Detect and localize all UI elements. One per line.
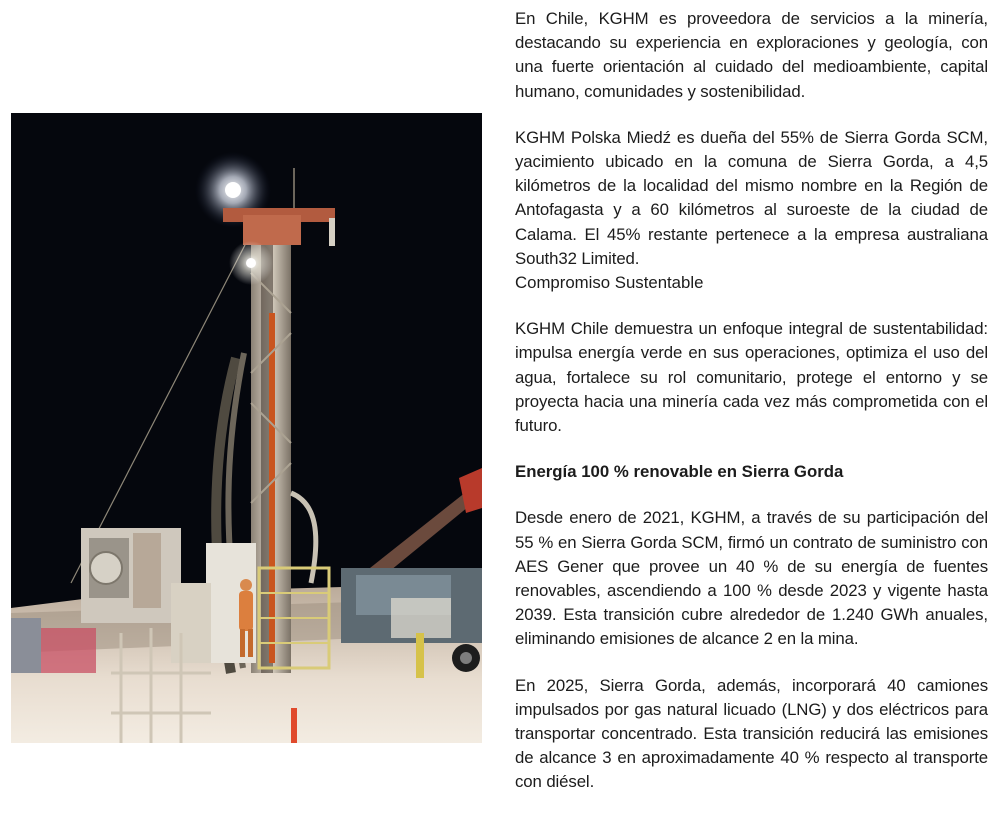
ownership-paragraph: KGHM Polska Miedź es dueña del 55% de Sierra Gorda SCM, yacimiento ubicado en la comuna de Sierra Gorda, a 4,5 kilómetros de la localidad del mismo nombre en la Región de Antofagasta y a 60 kilómetros al suroeste de la ciudad de Calama. El 45% restante pertenece a la empresa australiana South32 Limited. [515,127,988,268]
energy-paragraph: Desde enero de 2021, KGHM, a través de su participación del 55 % en Sierra Gorda SCM, firmó un contrato de suministro con AES Gener que provee un 40 % de su energía de fuentes renovables, ascendiendo a 100 % desde 2023 y vigente hasta 2039. Esta transición cubre alrededor de 1.240 GWh anuales, eliminando emisiones de alcance 2 en la mina. [515,508,988,649]
section-heading: Energía 100 % renovable en Sierra Gorda [515,462,844,482]
sustainability-paragraph: KGHM Chile demuestra un enfoque integral de sustentabilidad: impulsa energía verde en sus operaciones, optimiza el uso del agua, fortalece su rol comunitario, protege el entorno y se proyecta hacia una minería cada vez más comprometida con el futuro. [515,319,988,436]
intro-paragraph: En Chile, KGHM es proveedora de servicios a la minería, destacando su experiencia en exploraciones y geología, con una fuerte orientación al cuidado del medioambiente, capital humano, comunidades y sostenibilidad. [515,9,988,101]
drilling-rig-illustration [11,113,482,743]
article-text [515,7,988,817]
section-subtitle: Compromiso Sustentable [515,273,704,293]
trucks-paragraph: En 2025, Sierra Gorda, además, incorporará 40 camiones impulsados por gas natural licuado (LNG) y dos eléctricos para transportar concentrado. Esta transición reducirá las emisiones de alcance 3 en aproximadamente 40 % respecto al transporte con diésel. [515,675,988,792]
drilling-rig-photo [11,113,482,743]
